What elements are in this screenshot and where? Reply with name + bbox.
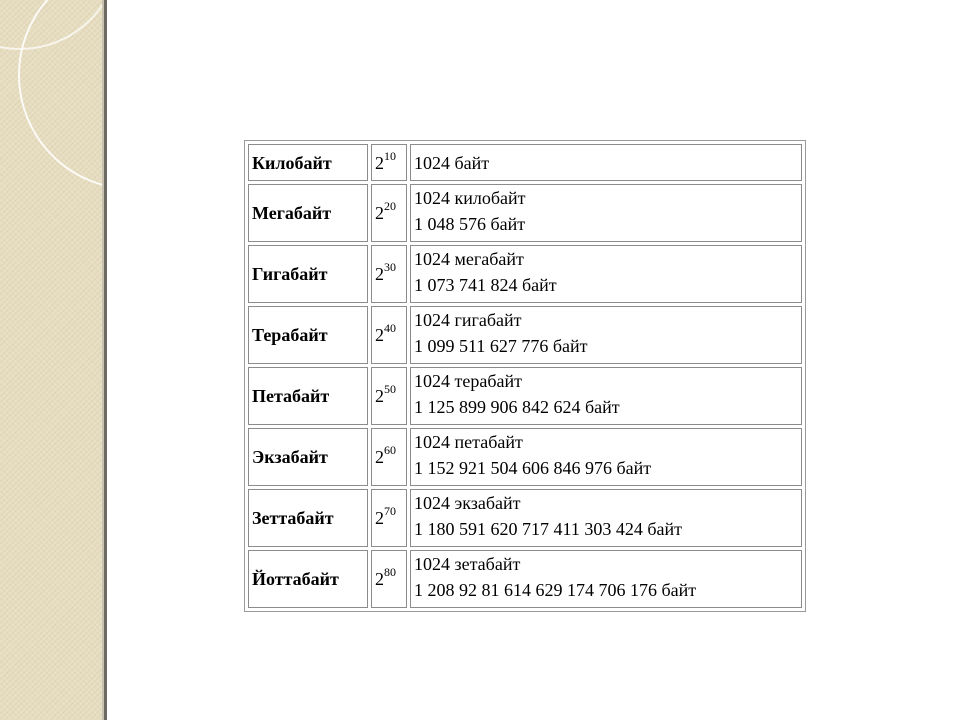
unit-value [410, 367, 802, 425]
power-base: 2 [375, 264, 384, 284]
table-row [248, 306, 802, 364]
power-base: 2 [375, 447, 384, 467]
power-exponent: 20 [384, 199, 396, 213]
power-exponent: 30 [384, 260, 396, 274]
value-line-2: 1 125 899 906 842 624 байт [414, 397, 620, 417]
unit-power [371, 367, 407, 425]
data-units-table [244, 140, 806, 612]
value-line-2: 1 180 591 620 717 411 303 424 байт [414, 519, 682, 539]
value-line-1: 1024 петабайт [414, 432, 523, 452]
unit-value [410, 184, 802, 242]
value-line-2: 1 099 511 627 776 байт [414, 336, 588, 356]
power-base: 2 [375, 203, 384, 223]
unit-name: Килобайт [248, 144, 368, 181]
power-exponent: 80 [384, 565, 396, 579]
unit-power [371, 245, 407, 303]
decorative-curve [18, 0, 102, 190]
unit-value [410, 428, 802, 486]
unit-power [371, 428, 407, 486]
value-line-1: 1024 байт [414, 152, 490, 173]
unit-power [371, 184, 407, 242]
power-base: 2 [375, 386, 384, 406]
power-exponent: 50 [384, 382, 396, 396]
table-row [248, 184, 802, 242]
power-exponent: 10 [384, 148, 396, 163]
unit-value [410, 306, 802, 364]
unit-name: Петабайт [248, 367, 368, 425]
unit-name: Терабайт [248, 306, 368, 364]
power-base: 2 [375, 508, 384, 528]
power-exponent: 60 [384, 443, 396, 457]
unit-power [371, 144, 407, 181]
power-base: 2 [375, 152, 384, 173]
unit-name: Йоттабайт [248, 550, 368, 608]
value-line-1: 1024 экзабайт [414, 493, 521, 513]
value-line-1: 1024 терабайт [414, 371, 522, 391]
table-row [248, 144, 802, 181]
unit-value [410, 144, 802, 181]
unit-power [371, 306, 407, 364]
side-divider-dark [104, 0, 107, 720]
value-line-1: 1024 мегабайт [414, 249, 524, 269]
decorative-side-band [0, 0, 102, 720]
unit-name: Зеттабайт [248, 489, 368, 547]
value-line-2: 1 048 576 байт [414, 214, 526, 234]
table-row [248, 245, 802, 303]
unit-name: Гигабайт [248, 245, 368, 303]
value-line-2: 1 073 741 824 байт [414, 275, 557, 295]
table-row [248, 550, 802, 608]
power-exponent: 70 [384, 504, 396, 518]
unit-value [410, 245, 802, 303]
power-exponent: 40 [384, 321, 396, 335]
unit-power [371, 489, 407, 547]
value-line-2: 1 208 92 81 614 629 174 706 176 байт [414, 580, 697, 600]
value-line-2: 1 152 921 504 606 846 976 байт [414, 458, 652, 478]
unit-value [410, 489, 802, 547]
unit-power [371, 550, 407, 608]
unit-name: Экзабайт [248, 428, 368, 486]
unit-name: Мегабайт [248, 184, 368, 242]
table-row [248, 428, 802, 486]
table-row [248, 367, 802, 425]
unit-value [410, 550, 802, 608]
value-line-1: 1024 зетабайт [414, 554, 521, 574]
value-line-1: 1024 килобайт [414, 188, 526, 208]
table-row [248, 489, 802, 547]
value-line-1: 1024 гигабайт [414, 310, 522, 330]
power-base: 2 [375, 569, 384, 589]
power-base: 2 [375, 325, 384, 345]
